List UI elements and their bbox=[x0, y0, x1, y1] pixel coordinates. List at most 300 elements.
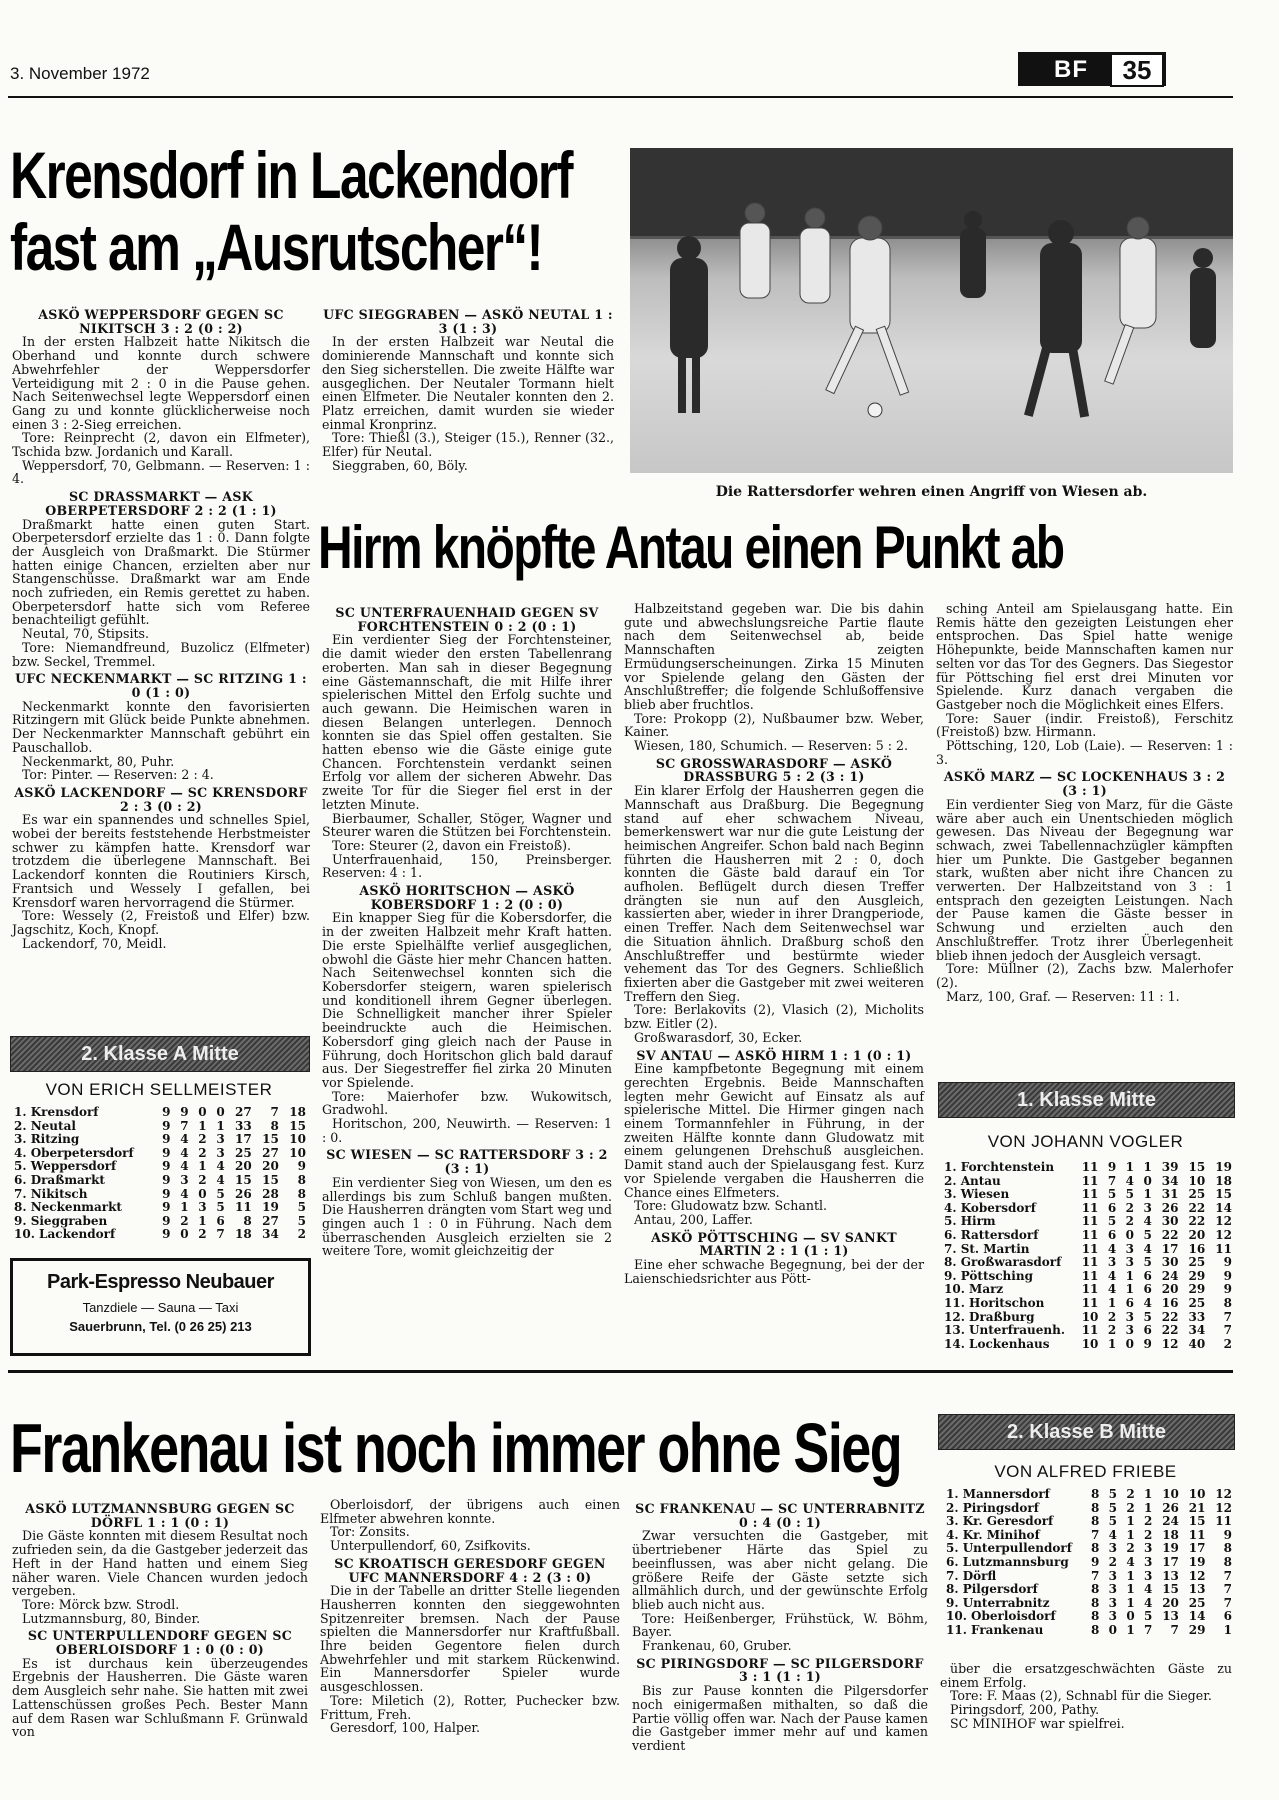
table-row bbox=[946, 1583, 1232, 1597]
ad-contact: Sauerbrunn, Tel. (0 26 25) 213 bbox=[69, 1319, 252, 1334]
stat-cell: 11 bbox=[1081, 1187, 1099, 1202]
stat-cell: 0 bbox=[1125, 1227, 1134, 1242]
team-name: 6. Rattersdorf bbox=[944, 1227, 1039, 1242]
paragraph: Es war ein spannendes und schnelles Spiel, wobei der bereits feststehende Herbstmeister schwer zu kämpfen hatte. Krensdorf war trotzdem die überlegene Mannschaft. Bei Lackendorf konnten die Routiniers Kirsch, Frantsich und Wessely I gefallen, bei Krensdorf waren hervorragend die Stürmer. bbox=[12, 812, 310, 910]
stat-cell: 29 bbox=[1188, 1268, 1206, 1283]
stat-cell: 11 bbox=[1081, 1282, 1099, 1297]
stat-cell: 10 bbox=[1081, 1336, 1099, 1351]
stat-cell: 7 bbox=[1170, 1622, 1179, 1637]
stat-cell: 12 bbox=[1215, 1487, 1232, 1501]
stat-cell: 11 bbox=[1215, 1514, 1232, 1529]
paragraph: Lackendorf, 70, Meidl. bbox=[22, 935, 167, 951]
stat-cell: 13 bbox=[1162, 1609, 1179, 1624]
stat-cell: 5 bbox=[1125, 1187, 1134, 1202]
stat-cell: 8 bbox=[270, 1118, 279, 1133]
paragraph: Eine eher schwache Begegnung, bei der der Laienschiedsrichter aus Pött- bbox=[624, 1257, 924, 1286]
paragraph: Tore: Thießl (3.), Steiger (15.), Renner (32., Elfer) für Neutal. bbox=[322, 430, 614, 460]
paragraph: Geresdorf, 100, Halper. bbox=[330, 1720, 481, 1736]
stat-cell: 3 bbox=[1108, 1609, 1117, 1624]
stat-cell: 25 bbox=[1188, 1295, 1206, 1310]
stat-cell: 11 bbox=[1081, 1227, 1099, 1242]
team-name: 5. Unterpullendorf bbox=[946, 1541, 1072, 1556]
stat-cell: 11 bbox=[1081, 1255, 1099, 1270]
paragraph: Neutal, 70, Stipsits. bbox=[22, 626, 150, 642]
paragraph: Unterfrauenhaid, 150, Preinsberger. Reserven: 4 : 1. bbox=[322, 851, 612, 881]
stat-cell: 7 bbox=[1223, 1595, 1232, 1610]
paragraph: Die in der Tabelle an dritter Stelle liegenden Hausherren konnten den sieggewohnten Spitzenreiter bremsen. Nach der Pause spielten die Mannersdorfer nur Kraftfußball. Ihre beiden Gegentore fielen durch Abwehrfehler und mit starkem Rückenwind. Ein Mannersdorfer Spieler wurde ausgeschlossen. bbox=[320, 1583, 620, 1695]
team-name: 4. Kr. Minihof bbox=[946, 1527, 1040, 1542]
stat-cell: 1 bbox=[1126, 1595, 1135, 1610]
stat-cell: 33 bbox=[1188, 1309, 1206, 1324]
match-heading: ASKÖ PÖTTSCHING — SV SANKT MARTIN 2 : 1 (1 : 1) bbox=[651, 1229, 897, 1259]
stat-cell: 4 bbox=[216, 1172, 225, 1187]
stat-cell: 22 bbox=[1188, 1214, 1206, 1229]
stat-cell: 17 bbox=[1161, 1241, 1179, 1256]
stat-cell: 2 bbox=[198, 1132, 207, 1147]
stat-cell: 9 bbox=[162, 1186, 171, 1201]
stat-cell: 25 bbox=[235, 1145, 252, 1160]
paragraph: Draßmarkt hatte einen guten Start. Oberpetersdorf erzielte das 1 : 0. Dann folgte der Ausgleich von Draßmarkt. Die Stürmer hatten einige Chancen, erzielten aber nur Stangenschüsse. Draßmarkt war am Ende noch zufrieden, ein Remis gerettet zu haben. Oberpetersdorf hatte sich vom Referee benachteiligt gefühlt. bbox=[12, 516, 310, 628]
stat-cell: 6 bbox=[1107, 1200, 1117, 1215]
stat-cell: 1 bbox=[1107, 1336, 1117, 1351]
paragraph: Tore: Steurer (2, davon ein Freistoß). bbox=[332, 837, 572, 853]
stat-cell: 1 bbox=[1125, 1160, 1134, 1174]
table-row bbox=[944, 1338, 1232, 1352]
stat-cell: 3 bbox=[1125, 1323, 1134, 1338]
stat-cell: 4 bbox=[180, 1145, 189, 1160]
headline-top-line2: fast am „Ausrutscher“! bbox=[10, 210, 543, 284]
team-name: 10. Oberloisdorf bbox=[946, 1609, 1056, 1624]
stat-cell: 6 bbox=[1143, 1282, 1152, 1297]
stat-cell: 12 bbox=[1215, 1500, 1232, 1515]
standings-table-1m bbox=[944, 1161, 1232, 1351]
table-row bbox=[946, 1556, 1232, 1570]
headline-mid: Hirm knöpfte Antau einen Punkt ab bbox=[318, 514, 1064, 581]
stat-cell: 4 bbox=[1125, 1173, 1134, 1188]
paragraph: Sieggraben, 60, Böly. bbox=[332, 457, 468, 473]
paragraph: Halbzeitstand gegeben war. Die bis dahin gute und abwechslungsreiche Partie flaute nach dem Seitenwechsel ab, beide Mannschaften zeigten Ermüdungserscheinungen. Zirka 15 Minuten vor Spielende gelang den Gästen der Anschlußtreffer; die folgende Schlußoffensive blieb aber fruchtlos. bbox=[624, 601, 924, 712]
stat-cell: 25 bbox=[1188, 1595, 1206, 1610]
stat-cell: 8 bbox=[1223, 1554, 1232, 1569]
match-heading: SC KROATISCH GERESDORF GEGEN UFC MANNERSDORF 4 : 2 (3 : 0) bbox=[334, 1555, 606, 1585]
section-rule bbox=[8, 1370, 1233, 1373]
article-col-mid-1 bbox=[322, 602, 612, 1258]
paragraph: Frankenau, 60, Gruber. bbox=[642, 1638, 792, 1654]
stat-cell: 6 bbox=[216, 1213, 225, 1228]
table-1m-banner: 1. Klasse Mitte bbox=[938, 1082, 1235, 1118]
page-number: 35 bbox=[1110, 53, 1164, 87]
table-row bbox=[944, 1175, 1232, 1189]
paragraph: Tore: Gludowatz bzw. Schantl. bbox=[634, 1198, 828, 1214]
stat-cell: 3 bbox=[1125, 1241, 1134, 1256]
stat-cell: 15 bbox=[235, 1172, 252, 1187]
stat-cell: 3 bbox=[1143, 1200, 1152, 1215]
stat-cell: 8 bbox=[243, 1213, 252, 1228]
article-col-mid-3 bbox=[936, 602, 1233, 1003]
paragraph: Tore: Niemandfreund, Buzolicz (Elfmeter) bzw. Seckel, Tremmel. bbox=[12, 639, 310, 669]
team-name: 3. Wiesen bbox=[944, 1187, 1010, 1202]
team-name: 1. Mannersdorf bbox=[946, 1487, 1050, 1501]
standings-table-2b bbox=[946, 1488, 1232, 1638]
stat-cell: 5 bbox=[216, 1186, 225, 1201]
match-heading: SV ANTAU — ASKÖ HIRM 1 : 1 (0 : 1) bbox=[636, 1047, 912, 1063]
stat-cell: 2 bbox=[1125, 1200, 1134, 1215]
stat-cell: 4 bbox=[1143, 1214, 1152, 1229]
paragraph: Tore: Miletich (2), Rotter, Puchecker bzw. Frittum, Freh. bbox=[320, 1692, 620, 1722]
paragraph: Ein verdienter Sieg der Forchtensteiner, die damit wieder den ersten Tabellenrang eroberten. Man sah in dieser Begegnung eine Gästemannschaft, die mit Hilfe ihrer spielerischen Mittel den Erfolg suchte und auch gewann. Die Heimischen waren in diesen Belangen unterlegen. Dennoch konnten sie das Spiel offen gestalten. Sie hatten ebenso wie die Gäste einige gute Chancen. Forchtenstein verdankt seinen Erfolg vor allem der sicheren Abwehr. Das zweite Tor für die Sieger fiel erst in der letzten Minute. bbox=[322, 632, 612, 812]
stat-cell: 28 bbox=[262, 1186, 279, 1201]
team-name: 14. Lockenhaus bbox=[944, 1336, 1050, 1351]
match-heading: ASKÖ WEPPERSDORF GEGEN SC NIKITSCH 3 : 2 (0 : 2) bbox=[38, 307, 284, 336]
stat-cell: 19 bbox=[1188, 1554, 1206, 1569]
paragraph: Horitschon, 200, Neuwirth. — Reserven: 1 : 0. bbox=[322, 1116, 612, 1145]
stat-cell: 9 bbox=[1223, 1282, 1232, 1297]
stat-cell: 8 bbox=[1090, 1582, 1100, 1597]
advertisement-box bbox=[10, 1258, 311, 1356]
table-row bbox=[944, 1324, 1232, 1338]
stat-cell: 2 bbox=[1107, 1323, 1117, 1338]
team-name: 9. Pöttsching bbox=[944, 1268, 1033, 1283]
team-name: 13. Unterfrauenh. bbox=[944, 1323, 1065, 1338]
stat-cell: 7 bbox=[1223, 1309, 1232, 1324]
table-row bbox=[946, 1624, 1232, 1638]
stat-cell: 8 bbox=[1223, 1541, 1232, 1556]
stat-cell: 11 bbox=[1081, 1295, 1099, 1310]
stat-cell: 27 bbox=[262, 1213, 279, 1228]
stat-cell: 11 bbox=[1188, 1527, 1206, 1542]
stat-cell: 3 bbox=[1144, 1568, 1153, 1583]
stat-cell: 2 bbox=[180, 1213, 189, 1228]
stat-cell: 8 bbox=[1090, 1487, 1100, 1501]
stat-cell: 5 bbox=[1143, 1309, 1152, 1324]
stat-cell: 0 bbox=[198, 1186, 207, 1201]
table-row bbox=[14, 1201, 306, 1215]
paragraph: Unterpullendorf, 60, Zsifkovits. bbox=[330, 1538, 531, 1554]
paragraph: Großwarasdorf, 30, Ecker. bbox=[634, 1029, 803, 1045]
stat-cell: 3 bbox=[216, 1132, 225, 1147]
stat-cell: 7 bbox=[1223, 1568, 1232, 1583]
stat-cell: 13 bbox=[1162, 1568, 1179, 1583]
stat-cell: 8 bbox=[297, 1186, 306, 1201]
stat-cell: 29 bbox=[1188, 1282, 1206, 1297]
stat-cell: 2 bbox=[198, 1227, 207, 1242]
stat-cell: 9 bbox=[180, 1105, 189, 1119]
stat-cell: 5 bbox=[297, 1213, 306, 1228]
stat-cell: 3 bbox=[198, 1200, 207, 1215]
stat-cell: 9 bbox=[162, 1159, 171, 1174]
article-col-top-1 bbox=[12, 304, 310, 950]
stat-cell: 7 bbox=[180, 1118, 189, 1133]
table-row bbox=[946, 1610, 1232, 1624]
stat-cell: 39 bbox=[1161, 1160, 1179, 1174]
team-name: 6. Draßmarkt bbox=[14, 1172, 105, 1187]
team-name: 11. Horitschon bbox=[944, 1295, 1045, 1310]
stat-cell: 1 bbox=[198, 1159, 207, 1174]
paragraph: Tore: Prokopp (2), Nußbaumer bzw. Weber, Kainer. bbox=[624, 710, 924, 740]
team-name: 3. Kr. Geresdorf bbox=[946, 1514, 1054, 1529]
photo-illustration bbox=[630, 148, 1233, 473]
paragraph: Tore: Sauer (indir. Freistoß), Ferschitz (Freistoß) bzw. Hirmann. bbox=[936, 710, 1233, 740]
stat-cell: 15 bbox=[289, 1118, 306, 1133]
stat-cell: 22 bbox=[1188, 1200, 1206, 1215]
table-row bbox=[944, 1243, 1232, 1257]
stat-cell: 9 bbox=[162, 1172, 171, 1187]
table-row bbox=[14, 1106, 306, 1120]
stat-cell: 1 bbox=[1126, 1514, 1135, 1529]
stat-cell: 11 bbox=[1081, 1268, 1099, 1283]
stat-cell: 11 bbox=[1081, 1160, 1099, 1174]
stat-cell: 24 bbox=[1162, 1514, 1179, 1529]
match-heading: SC PIRINGSDORF — SC PILGERSDORF 3 : 1 (1 : 1) bbox=[636, 1655, 924, 1685]
stat-cell: 1 bbox=[1144, 1487, 1153, 1501]
stat-cell: 12 bbox=[1215, 1227, 1232, 1242]
stat-cell: 7 bbox=[216, 1227, 225, 1242]
stat-cell: 9 bbox=[162, 1132, 171, 1147]
stat-cell: 6 bbox=[1223, 1609, 1232, 1624]
stat-cell: 2 bbox=[1126, 1487, 1135, 1501]
stat-cell: 26 bbox=[1161, 1200, 1179, 1215]
stat-cell: 19 bbox=[1215, 1160, 1232, 1174]
team-name: 5. Hirm bbox=[944, 1214, 996, 1229]
stat-cell: 4 bbox=[1107, 1268, 1117, 1283]
stat-cell: 1 bbox=[1126, 1622, 1135, 1637]
ad-title: Park-Espresso Neubauer bbox=[47, 1271, 274, 1293]
stat-cell: 34 bbox=[1188, 1323, 1206, 1338]
team-name: 7. Nikitsch bbox=[14, 1186, 88, 1201]
stat-cell: 34 bbox=[262, 1227, 279, 1242]
stat-cell: 9 bbox=[1223, 1255, 1232, 1270]
masthead-badge bbox=[1018, 52, 1166, 86]
stat-cell: 40 bbox=[1188, 1336, 1206, 1351]
table-row bbox=[946, 1488, 1232, 1502]
stat-cell: 0 bbox=[198, 1105, 207, 1119]
stat-cell: 6 bbox=[1107, 1227, 1117, 1242]
stat-cell: 11 bbox=[1215, 1241, 1232, 1256]
stat-cell: 20 bbox=[1162, 1595, 1179, 1610]
stat-cell: 5 bbox=[1107, 1187, 1117, 1202]
match-heading: ASKÖ HORITSCHON — ASKÖ KOBERSDORF 1 : 2 (0 : 0) bbox=[359, 883, 575, 912]
match-heading: SC WIESEN — SC RATTERSDORF 3 : 2 (3 : 1) bbox=[326, 1147, 608, 1177]
team-name: 10. Lackendorf bbox=[14, 1227, 116, 1242]
stat-cell: 17 bbox=[1162, 1554, 1179, 1569]
table-row bbox=[944, 1188, 1232, 1202]
stat-cell: 31 bbox=[1161, 1187, 1179, 1202]
stat-cell: 15 bbox=[1162, 1582, 1179, 1597]
stat-cell: 10 bbox=[289, 1145, 306, 1160]
stat-cell: 26 bbox=[1162, 1500, 1179, 1515]
table-row bbox=[944, 1202, 1232, 1216]
table-row bbox=[946, 1597, 1232, 1611]
stat-cell: 12 bbox=[1161, 1336, 1179, 1351]
table-row bbox=[946, 1542, 1232, 1556]
stat-cell: 1 bbox=[1126, 1527, 1135, 1542]
stat-cell: 9 bbox=[297, 1159, 306, 1174]
stat-cell: 16 bbox=[1188, 1241, 1206, 1256]
stat-cell: 5 bbox=[1144, 1609, 1153, 1624]
stat-cell: 7 bbox=[1090, 1527, 1100, 1542]
stat-cell: 9 bbox=[1090, 1554, 1100, 1569]
match-heading: UFC SIEGGRABEN — ASKÖ NEUTAL 1 : 3 (1 : 3) bbox=[323, 307, 613, 336]
stat-cell: 4 bbox=[1143, 1295, 1152, 1310]
stat-cell: 0 bbox=[1108, 1622, 1117, 1637]
stat-cell: 13 bbox=[1188, 1582, 1206, 1597]
paragraph: Lutzmannsburg, 80, Binder. bbox=[22, 1610, 201, 1626]
table-row bbox=[944, 1311, 1232, 1325]
stat-cell: 1 bbox=[1125, 1268, 1134, 1283]
stat-cell: 1 bbox=[198, 1213, 207, 1228]
table-1m-author: VON JOHANN VOGLER bbox=[987, 1132, 1184, 1151]
table-row bbox=[14, 1228, 306, 1242]
table-2a-banner: 2. Klasse A Mitte bbox=[10, 1036, 310, 1072]
stat-cell: 33 bbox=[235, 1118, 252, 1133]
table-row bbox=[946, 1502, 1232, 1516]
stat-cell: 7 bbox=[1090, 1568, 1100, 1583]
stat-cell: 19 bbox=[1162, 1541, 1179, 1556]
stat-cell: 0 bbox=[180, 1227, 189, 1242]
team-name: 11. Frankenau bbox=[946, 1622, 1044, 1637]
team-name: 3. Ritzing bbox=[14, 1132, 80, 1147]
stat-cell: 15 bbox=[1188, 1160, 1206, 1174]
team-name: 4. Kobersdorf bbox=[944, 1200, 1036, 1215]
stat-cell: 5 bbox=[1107, 1214, 1117, 1229]
paragraph: Ein knapper Sieg für die Kobersdorfer, die in der zweiten Halbzeit mehr Kraft hatten. Die erste Spielhälfte verlief ausgeglichen, obwohl die Gäste hier mehr Chancen hatten. Nach Seitenwechsel konnten sich die Kobersdorfer steigern, waren spielerisch und konditionell ihrem Gegner überlegen. Die Schnelligkeit mancher ihrer Spieler beeindruckte auch die Heimischen. Kobersdorf ging gleich nach der Pause in Führung, doch Horitschon glich bald darauf aus. Der Siegestreffer fiel zirka 20 Minuten vor Spielende. bbox=[322, 910, 612, 1090]
stat-cell: 9 bbox=[162, 1118, 171, 1133]
paragraph: Neckenmarkt, 80, Puhr. bbox=[22, 753, 175, 769]
brand-label: BF bbox=[1054, 56, 1088, 83]
team-name: 10. Marz bbox=[944, 1282, 1004, 1297]
stat-cell: 7 bbox=[1223, 1323, 1232, 1338]
stat-cell: 3 bbox=[1144, 1541, 1153, 1556]
table-row bbox=[944, 1256, 1232, 1270]
stat-cell: 11 bbox=[1081, 1173, 1099, 1188]
stat-cell: 11 bbox=[235, 1200, 252, 1215]
table-row bbox=[14, 1188, 306, 1202]
paragraph: sching Anteil am Spielausgang hatte. Ein Remis hätte den gezeigten Leistungen eher entsprochen. Das Spiel hatte wenige Höhepunkte, beide Mannschaften kamen nur selten vor das Tor des Gegners. Das Siegestor für Pöttsching fiel erst drei Minuten vor Spielende. Kurz danach vergaben die Gastgeber noch die Möglichkeit eines Elfers. bbox=[936, 601, 1233, 712]
stat-cell: 30 bbox=[1161, 1255, 1179, 1270]
stat-cell: 16 bbox=[1161, 1295, 1179, 1310]
table-row bbox=[944, 1283, 1232, 1297]
match-photo bbox=[630, 148, 1233, 473]
stat-cell: 7 bbox=[1144, 1622, 1153, 1637]
stat-cell: 4 bbox=[1107, 1241, 1117, 1256]
paragraph: Bierbaumer, Schaller, Stöger, Wagner und Steurer waren die Stützen bei Forchtenstein. bbox=[322, 810, 612, 840]
team-name: 12. Draßburg bbox=[944, 1309, 1035, 1324]
stat-cell: 15 bbox=[262, 1132, 279, 1147]
table-2b-author: VON ALFRED FRIEBE bbox=[994, 1462, 1177, 1481]
stat-cell: 3 bbox=[1108, 1541, 1117, 1556]
paragraph: Tore: Maierhofer bzw. Wukowitsch, Gradwohl. bbox=[322, 1088, 612, 1118]
paragraph: Tore: Heißenberger, Frühstück, W. Böhm, Bayer. bbox=[632, 1610, 928, 1640]
paragraph: Es ist durchaus kein überzeugendes Ergebnis der Hausherren. Die Gäste waren dem Ausgleich sehr nahe. Sie hatten mit zwei Lattenschüssen großes Pech. Bester Mann auf dem Rasen war Schlußmann F. Grünwald von bbox=[12, 1655, 308, 1740]
table-row bbox=[944, 1161, 1232, 1175]
paragraph: Ein klarer Erfolg der Hausherren gegen die Mannschaft aus Draßburg. Die Begegnung stand auf eher schwachem Niveau, bemerkenswert war nur die gute Leistung der heimischen Angreifer. Schon bald nach Beginn führten die Hausherren mit 2 : 0, doch konnten die Gäste bald darauf ein Tor aufholen. Beflügelt durch diesen Treffer drängten sie nun auf den Ausgleich, kassierten aber, wieder in ihrer Drangperiode, einen Treffer. Nach dem Seitenwechsel war die Situation ähnlich. Draßburg schoß den Anschlußtreffer und bestürmte wieder vehement das Tor des Gegners. Schließlich fixierten aber die Gastgeber mit zwei weiteren Treffern den Sieg. bbox=[624, 783, 924, 1004]
paragraph: Ein verdienter Sieg von Marz, für die Gäste wäre aber auch ein Unentschieden möglich gewesen. Das Niveau der Begegnung war schwach, zwei Tabellennachzügler kämpften hier um Punkte. Die Gastgeber begannen stark, wußten aber nicht ihre Chancen zu verwerten. Der Halbzeitstand von 3 : 1 entsprach den gezeigten Leistungen. Nach der Pause kamen die Gäste besser in Schwung und erzielten auch den Anschlußtreffer. Trotz ihrer Überlegenheit blieb ihnen jedoch der Ausgleich versagt. bbox=[936, 796, 1233, 963]
stat-cell: 6 bbox=[1143, 1268, 1152, 1283]
stat-cell: 4 bbox=[180, 1159, 189, 1174]
headline-bottom: Frankenau ist noch immer ohne Sieg bbox=[10, 1409, 902, 1487]
stat-cell: 1 bbox=[1223, 1622, 1232, 1637]
stat-cell: 12 bbox=[1188, 1568, 1206, 1583]
stat-cell: 8 bbox=[1090, 1500, 1100, 1515]
stat-cell: 4 bbox=[1144, 1582, 1153, 1597]
stat-cell: 8 bbox=[1223, 1295, 1232, 1310]
stat-cell: 9 bbox=[1143, 1336, 1152, 1351]
stat-cell: 6 bbox=[1143, 1323, 1152, 1338]
stat-cell: 1 bbox=[1125, 1282, 1134, 1297]
stat-cell: 3 bbox=[1125, 1255, 1134, 1270]
stat-cell: 10 bbox=[289, 1132, 306, 1147]
paragraph: Pöttsching, 120, Lob (Laie). — Reserven: 1 : 3. bbox=[936, 738, 1233, 767]
paragraph: Tor: Zonsits. bbox=[330, 1524, 410, 1540]
stat-cell: 8 bbox=[1090, 1609, 1100, 1624]
stat-cell: 3 bbox=[1108, 1582, 1117, 1597]
paragraph: Wiesen, 180, Schumich. — Reserven: 5 : 2. bbox=[634, 738, 908, 754]
stat-cell: 10 bbox=[1162, 1487, 1179, 1501]
match-heading: ASKÖ LACKENDORF — SC KRENSDORF 2 : 3 (0 : 2) bbox=[14, 784, 308, 814]
stat-cell: 5 bbox=[1108, 1514, 1117, 1529]
stat-cell: 2 bbox=[198, 1145, 207, 1160]
team-name: 5. Weppersdorf bbox=[14, 1159, 117, 1174]
paragraph: Tor: Pinter. — Reserven: 2 : 4. bbox=[22, 767, 214, 783]
stat-cell: 3 bbox=[1125, 1309, 1134, 1324]
article-col-top-2 bbox=[322, 304, 614, 472]
stat-cell: 18 bbox=[1162, 1527, 1179, 1542]
paragraph: Zwar versuchten die Gastgeber, mit übertriebener Härte das Spiel zu beeinflussen, was aber nicht gelang. Die größere Reife der Gäste setzte sich allmählich durch, und der gewünschte Erfolg blieb auch nicht aus. bbox=[632, 1528, 928, 1612]
stat-cell: 9 bbox=[1223, 1268, 1232, 1283]
match-heading: ASKÖ MARZ — SC LOCKENHAUS 3 : 2 (3 : 1) bbox=[943, 769, 1226, 799]
stat-cell: 8 bbox=[1090, 1514, 1100, 1529]
article-col-bottom-4 bbox=[940, 1662, 1232, 1731]
table-row bbox=[944, 1270, 1232, 1284]
stat-cell: 9 bbox=[1107, 1160, 1117, 1174]
stat-cell: 17 bbox=[235, 1132, 252, 1147]
stat-cell: 25 bbox=[1188, 1255, 1206, 1270]
match-heading: SC DRASSMARKT — ASK OBERPETERSDORF 2 : 2 (1 : 1) bbox=[45, 489, 277, 518]
stat-cell: 2 bbox=[1108, 1554, 1117, 1569]
stat-cell: 1 bbox=[198, 1118, 207, 1133]
stat-cell: 29 bbox=[1188, 1622, 1206, 1637]
stat-cell: 18 bbox=[1215, 1173, 1232, 1188]
match-heading: ASKÖ LUTZMANNSBURG GEGEN SC DÖRFL 1 : 1 (0 : 1) bbox=[25, 1501, 295, 1530]
table-row bbox=[946, 1515, 1232, 1529]
paragraph: Marz, 100, Graf. — Reserven: 11 : 1. bbox=[946, 988, 1180, 1004]
article-col-bottom-3 bbox=[632, 1498, 928, 1753]
stat-cell: 1 bbox=[1126, 1582, 1135, 1597]
stat-cell: 30 bbox=[1161, 1214, 1179, 1229]
stat-cell: 6 bbox=[1125, 1295, 1134, 1310]
stat-cell: 20 bbox=[1161, 1282, 1179, 1297]
stat-cell: 4 bbox=[1108, 1527, 1117, 1542]
stat-cell: 20 bbox=[1188, 1227, 1206, 1242]
stat-cell: 10 bbox=[1188, 1487, 1206, 1501]
paragraph: Tore: F. Maas (2), Schnabl für die Sieger. bbox=[950, 1688, 1212, 1704]
stat-cell: 18 bbox=[289, 1105, 306, 1119]
stat-cell: 1 bbox=[1107, 1295, 1117, 1310]
team-name: 1. Krensdorf bbox=[14, 1105, 99, 1119]
paragraph: Tore: Berlakovits (2), Vlasich (2), Micholits bzw. Eitler (2). bbox=[624, 1002, 924, 1032]
team-name: 7. St. Martin bbox=[944, 1241, 1030, 1256]
stat-cell: 8 bbox=[297, 1172, 306, 1187]
stat-cell: 9 bbox=[162, 1145, 171, 1160]
match-heading: UFC NECKENMARKT — SC RITZING 1 : 0 (1 : 0) bbox=[15, 671, 307, 700]
stat-cell: 8 bbox=[1090, 1595, 1100, 1610]
stat-cell: 9 bbox=[1223, 1527, 1232, 1542]
stat-cell: 2 bbox=[1144, 1527, 1153, 1542]
team-name: 8. Neckenmarkt bbox=[14, 1200, 122, 1215]
paragraph: Ein verdienter Sieg von Wiesen, um den es allerdings bis zum Schluß bangen mußten. Die Hausherren drängten vom Start weg und gingen auch 1 : 0 in Führung. Nach dem überraschenden Ausgleich erzielten sie 2 weitere Tore, womit gleichzeitig der bbox=[322, 1174, 612, 1259]
paragraph: Oberloisdorf, der übrigens auch einen Elfmeter abwehren konnte. bbox=[320, 1497, 620, 1526]
stat-cell: 14 bbox=[1188, 1609, 1206, 1624]
